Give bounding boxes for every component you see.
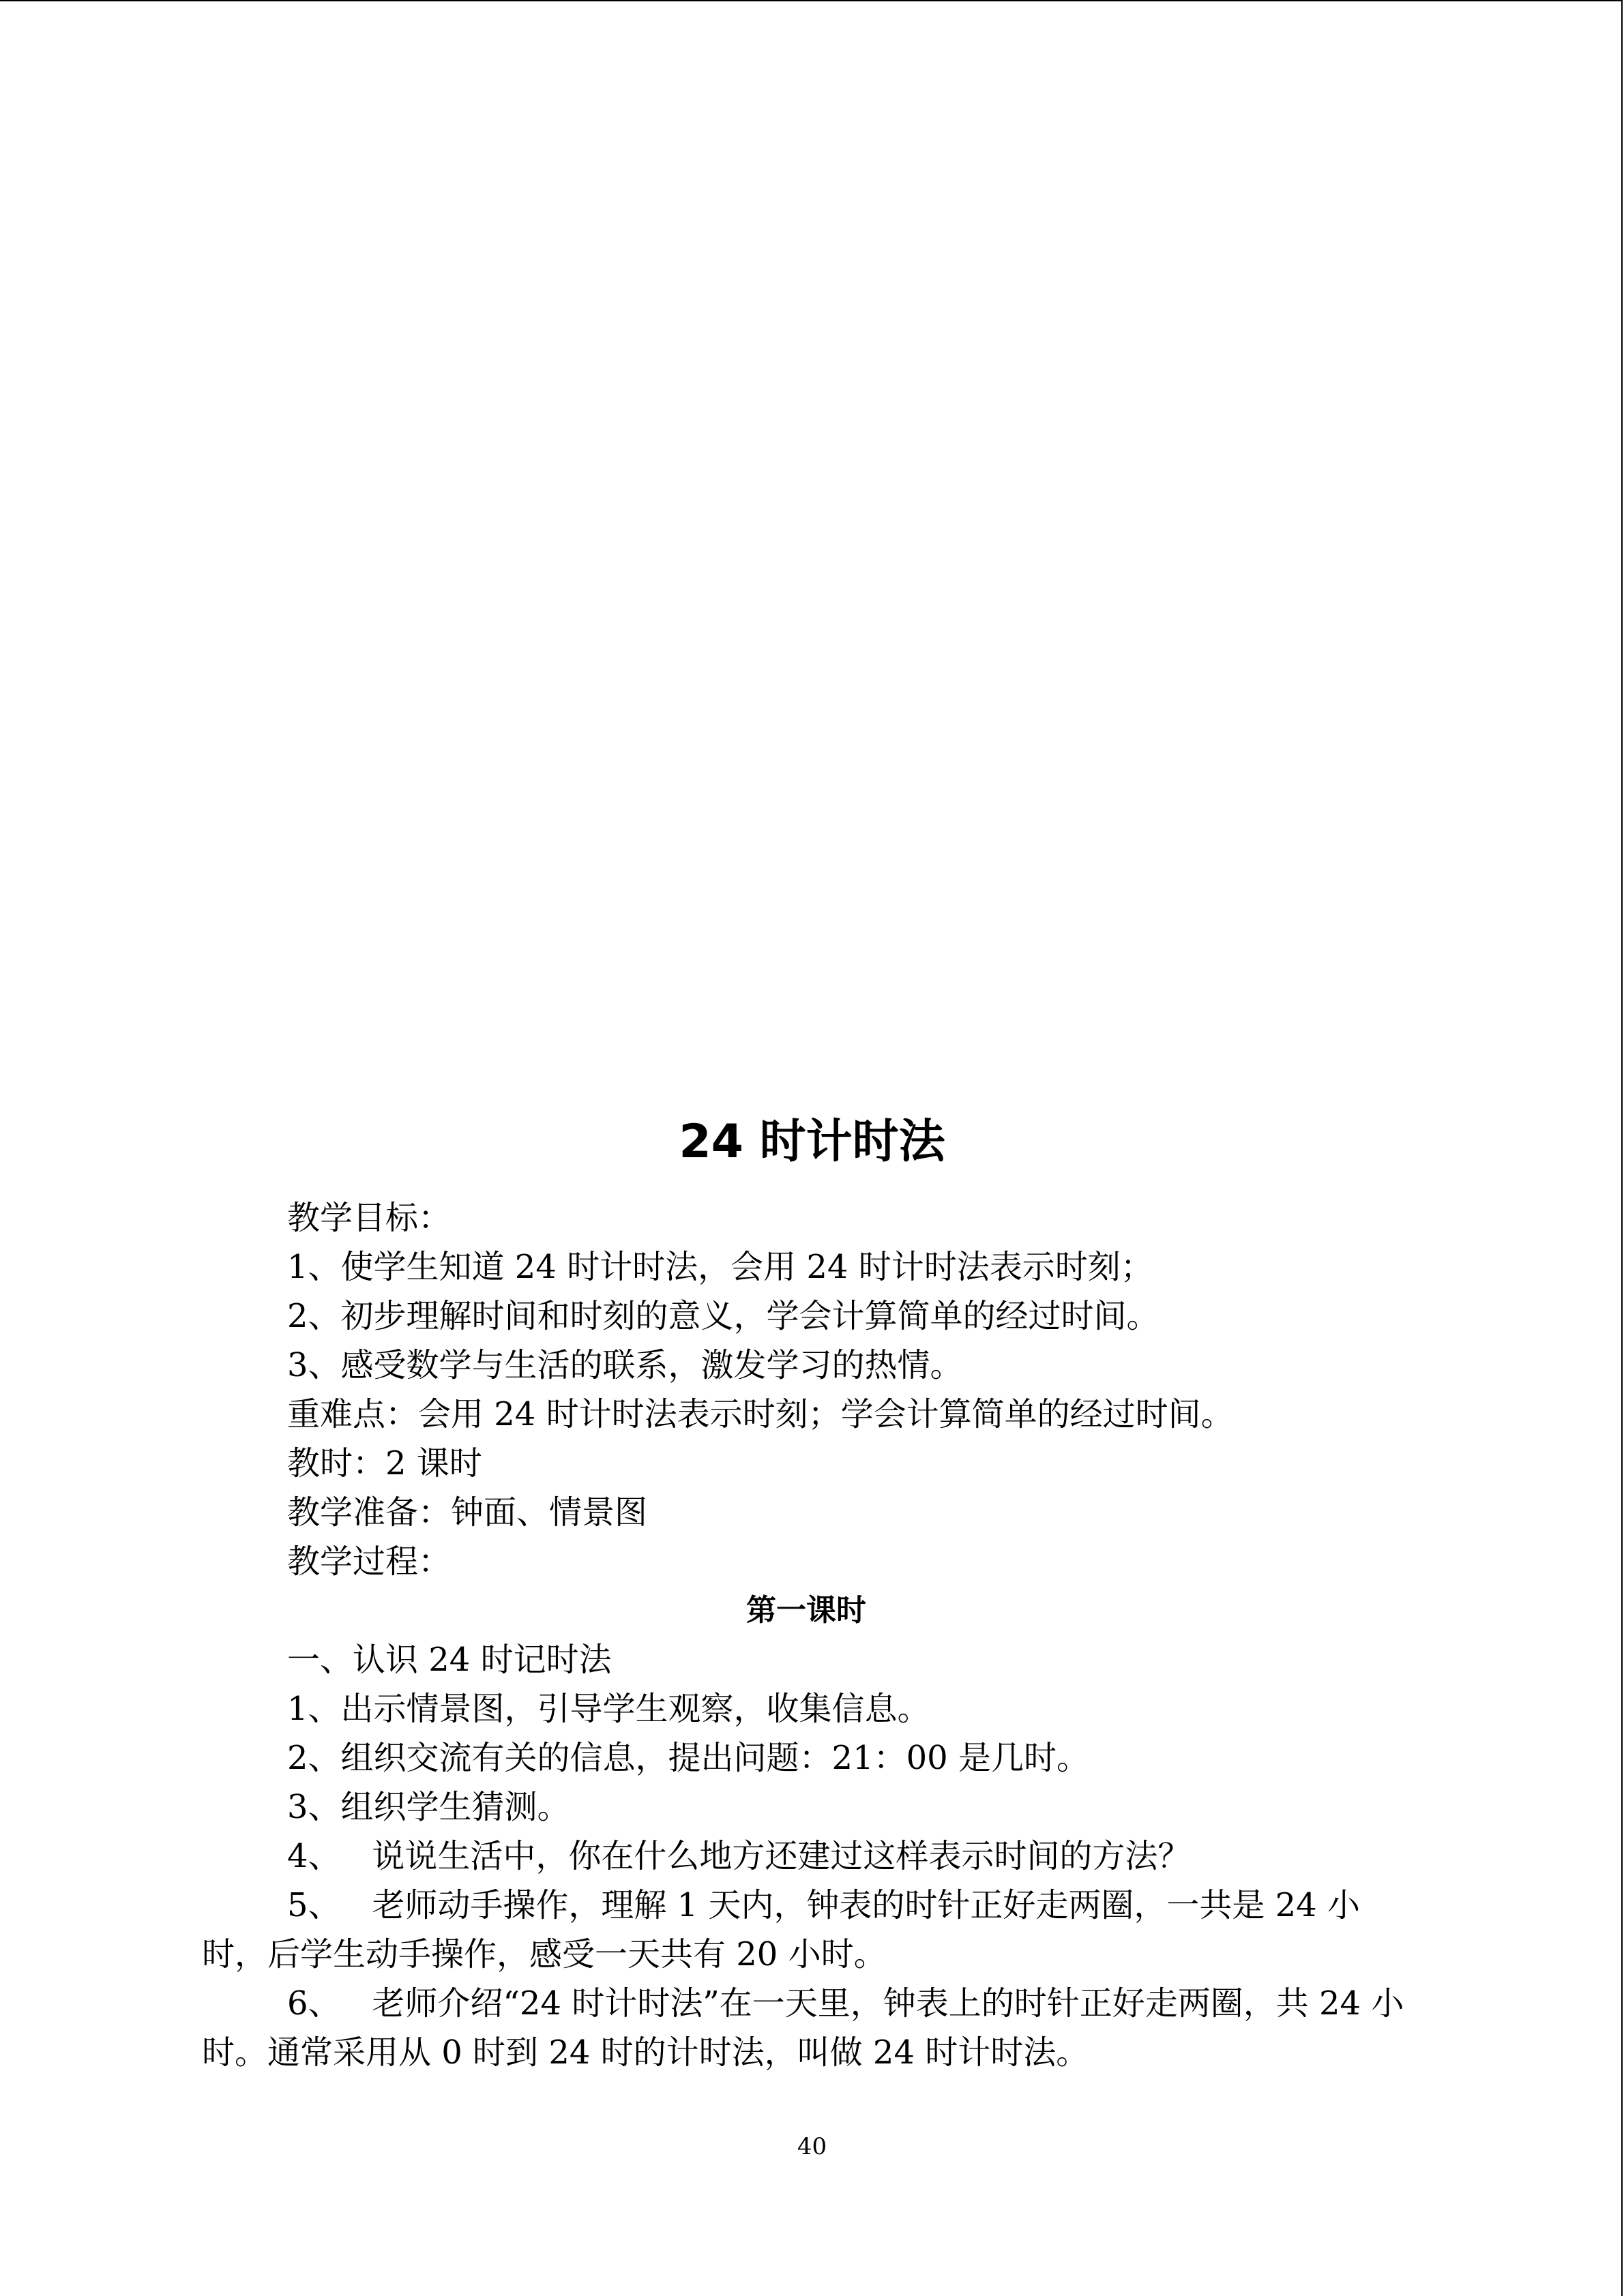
paragraph-objective-1: 1、使学生知道 24 时计时法，会用 24 时计时法表示时刻；: [287, 1248, 1153, 1286]
paragraph-objective-3: 3、感受数学与生活的联系，激发学习的热情。: [287, 1346, 963, 1384]
document-body: [202, 1193, 1411, 2077]
paragraph-section-1: 一、认识 24 时记时法: [287, 1641, 612, 1679]
paragraph-class-hours: 教时：2 课时: [287, 1444, 482, 1482]
paragraph-objective-2: 2、初步理解时间和时刻的意义，学会计算简单的经过时间。: [287, 1297, 1160, 1335]
paragraph-step-5: 5、 老师动手操作，理解 1 天内，钟表的时针正好走两圈，一共是 24 小时，后学生动手操作，感受一天共有 20 小时。: [202, 1886, 1360, 1973]
section-heading: 第一课时: [746, 1593, 866, 1628]
paragraph-key-points: 重难点：会用 24 时计时法表示时刻；学会计算简单的经过时间。: [287, 1395, 1234, 1433]
paragraph-step-1: 1、出示情景图，引导学生观察，收集信息。: [287, 1690, 930, 1728]
paragraph-objectives-label: 教学目标：: [287, 1199, 452, 1237]
paragraph-step-2: 2、组织交流有关的信息，提出问题：21：00 是几时。: [287, 1739, 1089, 1777]
paragraph-process-label: 教学过程：: [287, 1542, 452, 1581]
paragraph-preparation: 教学准备：钟面、情景图: [287, 1493, 648, 1532]
paragraph-step-6: 6、 老师介绍“24 时计时法”在一天里，钟表上的时针正好走两圈，共 24 小时。通常采用从 0 时到 24 时的计时法，叫做 24 时计时法。: [202, 1984, 1404, 2072]
paragraph-step-3: 3、组织学生猜测。: [287, 1788, 570, 1826]
page-number: 40: [797, 2133, 827, 2160]
paragraph-step-4: 4、 说说生活中，你在什么地方还建过这样表示时间的方法？: [287, 1837, 1191, 1875]
document-title: 24 时计时法: [679, 1115, 945, 1169]
